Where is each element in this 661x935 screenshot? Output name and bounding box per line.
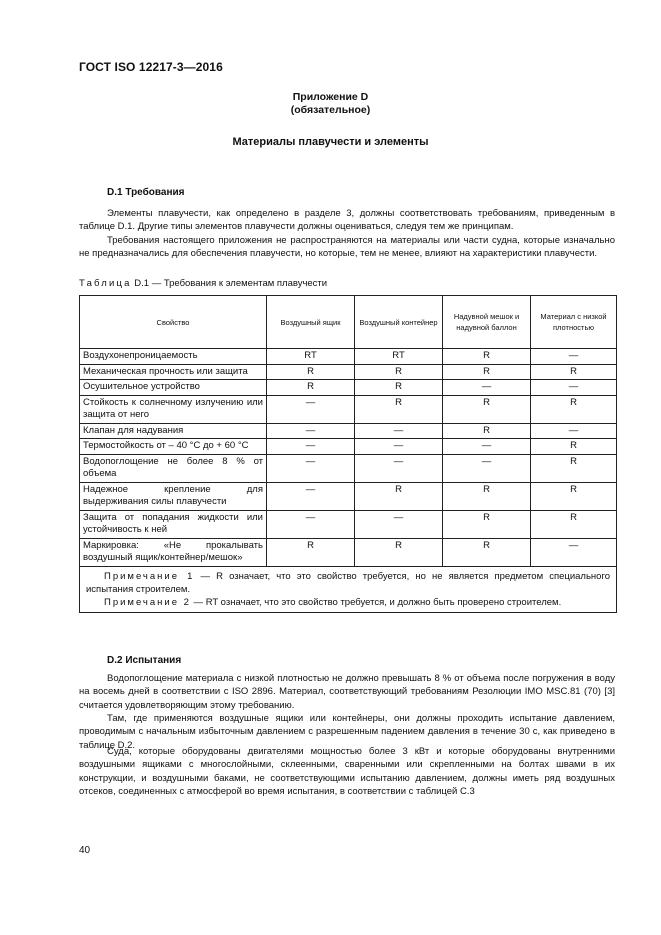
- value-cell: —: [355, 454, 443, 482]
- d1-paragraph-2: Требования настоящего приложения не распространяются на материалы или части судна, которые изначально не предназначались для обеспечения плавучести, но которые, тем не менее, влияют на характеристики плавучести.: [79, 235, 615, 260]
- d2-paragraph-1: Водопоглощение материала с низкой плотностью не должно превышать 8 % от объема после погружения в воду на восемь дней в соответствии с ISO 2896. Материал, соответствующий требованиям Резолюции IMO MSC.81 (70) [3] считается удовлетворяющим этому требованию.: [79, 673, 615, 711]
- property-cell: Стойкость к солнечному излучению или защита от него: [80, 395, 267, 423]
- header-property: Свойство: [80, 296, 267, 349]
- table-row: [80, 349, 617, 365]
- appendix-status: (обязательное): [290, 104, 371, 116]
- property-cell: Термостойкость от – 40 °С до + 60 °С: [80, 439, 267, 455]
- value-cell: —: [267, 482, 355, 510]
- value-cell: R: [531, 454, 617, 482]
- note-2-text: — RT означает, что это свойство требуется, и должно быть проверено строителем.: [190, 596, 562, 608]
- value-cell: —: [267, 423, 355, 439]
- value-cell: RT: [355, 349, 443, 365]
- table-row: [80, 395, 617, 423]
- property-cell: Надежное крепление для выдерживания силы плавучести: [80, 482, 267, 510]
- header-air-container: Воздушный контейнер: [355, 296, 443, 349]
- property-cell: Водопоглощение не более 8 % от объема: [80, 454, 267, 482]
- value-cell: R: [355, 364, 443, 380]
- value-cell: RT: [267, 349, 355, 365]
- d1-heading: D.1 Требования: [107, 187, 185, 198]
- table-row: [80, 454, 617, 482]
- property-cell: Защита от попадания жидкости или устойчивость к ней: [80, 510, 267, 538]
- property-cell: Клапан для надувания: [80, 423, 267, 439]
- value-cell: —: [267, 454, 355, 482]
- value-cell: —: [531, 538, 617, 566]
- table-row: [80, 439, 617, 455]
- d2-paragraph-2: Там, где применяются воздушные ящики или контейнеры, они должны проходить испытание давлением, проводимым с начальным избыточным давлением с разрешенным падением давления в течение 30 с, как приведено в таблице D.2.: [79, 713, 615, 751]
- table-caption-prefix: Таблица: [79, 278, 132, 289]
- table-row: [80, 510, 617, 538]
- value-cell: R: [355, 482, 443, 510]
- section-title: Материалы плавучести и элементы: [232, 136, 429, 148]
- table-note-2: [86, 596, 610, 609]
- value-cell: —: [531, 380, 617, 396]
- value-cell: R: [355, 395, 443, 423]
- property-cell: Осушительное устройство: [80, 380, 267, 396]
- value-cell: R: [355, 380, 443, 396]
- value-cell: —: [443, 439, 531, 455]
- value-cell: —: [267, 510, 355, 538]
- value-cell: R: [531, 364, 617, 380]
- table-row: [80, 423, 617, 439]
- value-cell: R: [443, 364, 531, 380]
- header-low-density-material: Материал с низкой плотностью: [531, 296, 617, 349]
- value-cell: R: [531, 510, 617, 538]
- d1-paragraph-1: Элементы плавучести, как определено в разделе 3, должны соответствовать требованиям, приведенным в таблице D.1. Другие типы элементов плавучести должны оцениваться, следуя тем же принципам.: [79, 208, 615, 233]
- value-cell: —: [355, 439, 443, 455]
- table-row: [80, 538, 617, 566]
- property-cell: Механическая прочность или защита: [80, 364, 267, 380]
- note-2-label: Примечание 2: [104, 596, 191, 608]
- page-number: 40: [79, 845, 91, 856]
- table-note-1: [86, 570, 610, 596]
- value-cell: —: [531, 349, 617, 365]
- d2-paragraph-3: Суда, которые оборудованы двигателями мощностью более 3 кВт и которые оборудованы внутренними воздушными ящиками с многослойными, склеенными, сваренными или скрепленными на болтах швами в их конструкции, и воздушными баками, не соответствующими испытанию давлением, должны иметь ряд воздушных отсеков, соединенных с атмосферой во время испытания, в соответствии с таблицей С.3: [79, 746, 615, 798]
- value-cell: —: [267, 439, 355, 455]
- value-cell: R: [443, 482, 531, 510]
- value-cell: R: [531, 439, 617, 455]
- table-caption: [79, 278, 327, 289]
- value-cell: —: [443, 380, 531, 396]
- value-cell: R: [443, 510, 531, 538]
- header-inflatable-bag: Надувной мешок и надувной баллон: [443, 296, 531, 349]
- standard-header: ГОСТ ISO 12217-3—2016: [79, 60, 223, 74]
- property-cell: Маркировка: «Не прокалывать воздушный ящик/контейнер/мешок»: [80, 538, 267, 566]
- table-row: [80, 482, 617, 510]
- value-cell: R: [443, 395, 531, 423]
- value-cell: R: [443, 349, 531, 365]
- table-header-row: [80, 296, 617, 349]
- table-row: [80, 364, 617, 380]
- header-air-box: Воздушный ящик: [267, 296, 355, 349]
- value-cell: R: [443, 423, 531, 439]
- note-1-text: — R означает, что это свойство требуется, но не является предметом специального испытания строителем.: [86, 570, 610, 595]
- value-cell: —: [355, 510, 443, 538]
- d2-heading: D.2 Испытания: [107, 655, 182, 666]
- value-cell: R: [443, 538, 531, 566]
- note-1-label: Примечание 1: [104, 570, 195, 582]
- table-notes: [80, 566, 617, 612]
- value-cell: —: [267, 395, 355, 423]
- appendix-title: Приложение D: [292, 91, 369, 103]
- value-cell: R: [531, 482, 617, 510]
- value-cell: R: [267, 364, 355, 380]
- value-cell: —: [531, 423, 617, 439]
- requirements-table: [79, 295, 617, 613]
- value-cell: R: [355, 538, 443, 566]
- value-cell: —: [443, 454, 531, 482]
- value-cell: R: [531, 395, 617, 423]
- table-row: [80, 380, 617, 396]
- property-cell: Воздухонепроницаемость: [80, 349, 267, 365]
- table-notes-row: [80, 566, 617, 612]
- table-caption-text: D.1 — Требования к элементам плавучести: [131, 278, 328, 289]
- value-cell: R: [267, 380, 355, 396]
- value-cell: —: [355, 423, 443, 439]
- value-cell: R: [267, 538, 355, 566]
